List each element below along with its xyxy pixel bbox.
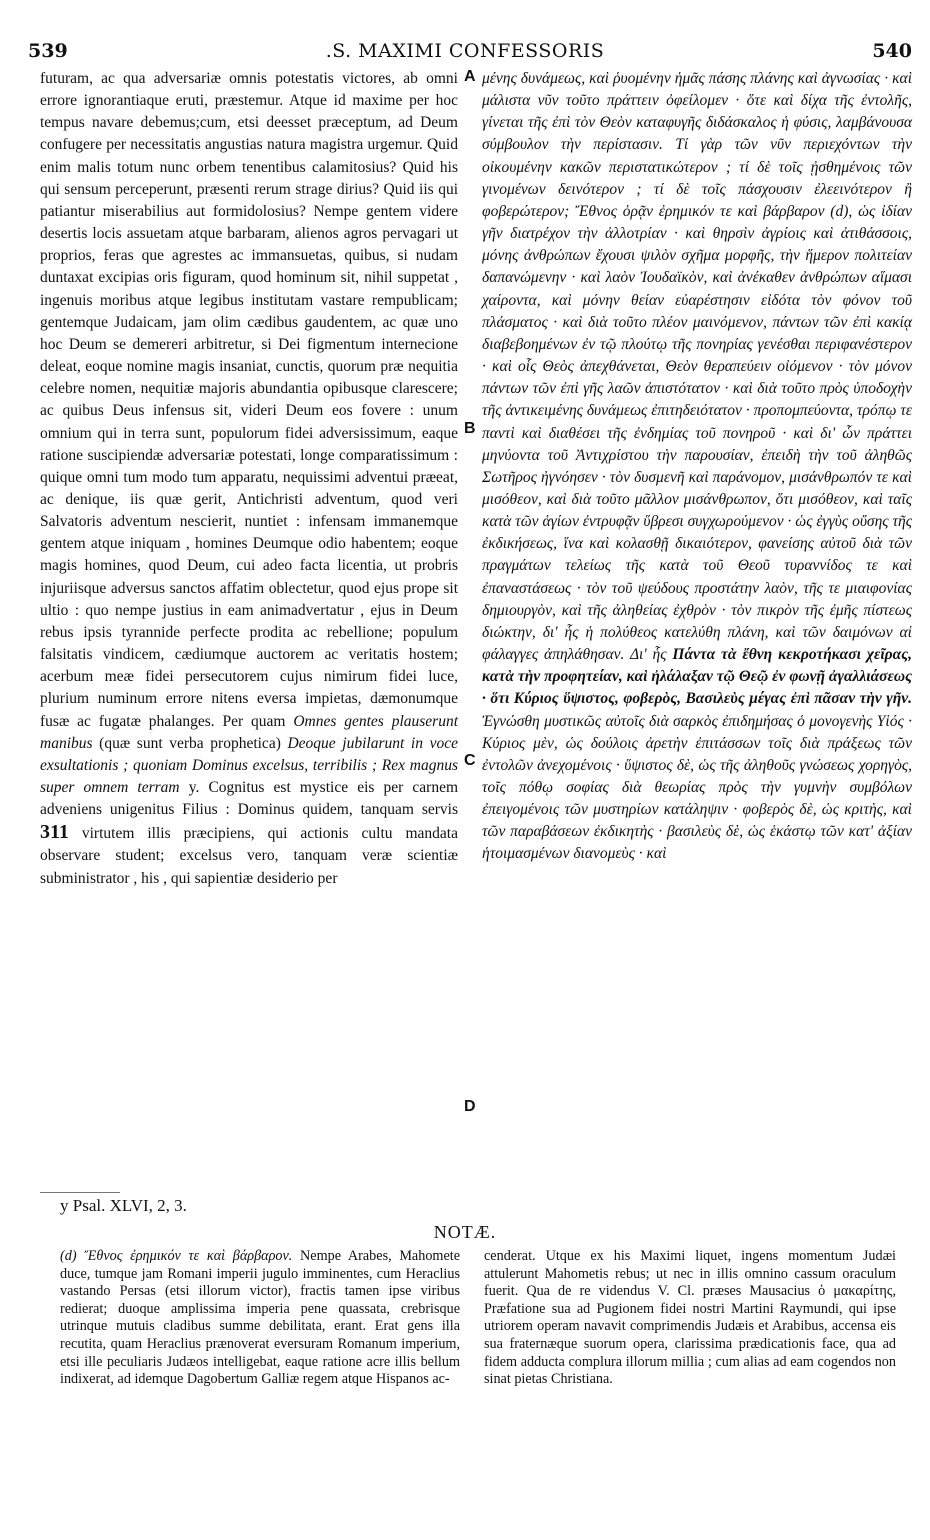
note-heading: (d) Ἔθνος ἐρημικόν τε καὶ βάρβαρον.: [60, 1248, 293, 1264]
latin-column: [40, 68, 458, 890]
greek-text: [482, 68, 912, 866]
footnote-mark: y: [188, 779, 196, 796]
latin-text: [40, 68, 458, 890]
greek-paragraph-2: Ἐγνώσθη μυστικῶς αὐτοῖς διὰ σαρκὸς ἐπιδημήσας ὁ μονογενὴς Υἱός · Κύριος μὲν, ὡς δούλοις ἀρετὴν ἐπιτάσσων τοῖς διὰ πράξεως τῶν ἐντολῶν ἀνεχομένοις · ὕψιστος δὲ, ὡς τῆς ἀληθοῦς γνώσεως χορηγὸς, τοῖς πόθῳ σοφίας διὰ θεωρίας πρὸς τὴν γυμνὴν συμβόλων ἐπειγομένοις τῶν μυστηρίων κατάληψιν · φοβερὸς δὲ, ὡς κριτὴς, καὶ τῶν παραβάσεων ἐκδικητὴς · βασιλεὺς δὲ, ὡς ἑκάστῳ τῶν κατ' ἀξίαν ἡτοιμασμένων διανομεὺς · καὶ: [482, 712, 912, 863]
note-text-left: [60, 1248, 460, 1389]
page-number-right: 540: [872, 40, 912, 62]
note-body-right: cenderat. Utque ex his Maximi liquet, ingens momentum Judæi attulerunt Mahometis rebus; ut nec in illis omnino cassum oraculum fuerit. Qua de re videndus V. Cl. præses Mausacius ὁ μακαρίτης, Præfatione sua ad Pugionem fidei nostri Martini Raymundi, qui ipse utriorem operam navavit comprimendis Judæis et Arabibus, accensa eis sua fraternæque suorum opera, clarissima prædicationis face, qua ad fidem adducta complura illorum millia ; cum alias ad eam cogendos non sinat pietas Christiana.: [484, 1248, 896, 1388]
notes-left-column: [60, 1248, 460, 1389]
latin-paragraph-4: virtutem illis præcipiens, qui actionis cultu mandata observare student; excelsus vero, tanquam veræ scientiæ subministrator , his , qui sapientiæ desiderio per: [40, 825, 458, 887]
latin-quote-2: Deoque jubilarunt in voce exsultationis ; quoniam Dominus excelsus, terribilis ; Rex magnus super omnem terram: [40, 734, 458, 796]
notes-right-column: [484, 1248, 896, 1389]
latin-paragraph-2: (quæ sunt verba prophetica): [92, 734, 288, 752]
column-number: 311: [40, 821, 69, 844]
footnote: y Psal. XLVI, 2, 3.: [60, 1196, 187, 1215]
page-number-left: 539: [28, 40, 68, 62]
marker-d: D: [464, 1098, 476, 1115]
latin-quote-1: Omnes gentes plauserunt manibus: [40, 712, 458, 752]
footnote-rule: [40, 1192, 120, 1193]
running-title: .S. MAXIMI CONFESSORIS: [325, 40, 605, 62]
marker-a: A: [464, 68, 476, 85]
marker-c: C: [464, 752, 476, 769]
note-body-left: Nempe Arabes, Mahomete duce, tumque jam Romani imperii jugulo imminentes, cum Heraclius vastando Persas (etsi illorum victor), fractis tamen ipse viribus redierat; duoque amplissima imperia pene quassata, crebrisque utrinque mutuis cladibus summe debilitata, erant. Erat gens illa recutita, quam Heraclius prænoverat eversuram Romanum imperium, etsi ille peculiaris Judæos intelligebat, eaque ratione acre illis bellum indixerat, ad idemque Dagobertum Galliæ regem atque Hispanos ac-: [60, 1248, 460, 1388]
greek-column: [482, 68, 912, 866]
greek-paragraph-1: μένης δυνάμεως, καὶ ῥυομένην ἡμᾶς πάσης πλάνης καὶ ἀγνωσίας · καὶ μάλιστα νῦν τοῦτο πράττειν ὀφείλομεν · ὅτε καὶ δίχα τῆς ἐντολῆς, γίνεται τῆς ἐπὶ τὸν Θεὸν καταφυγῆς διδάσκαλος ἡ φύσις, λαμβάνουσα σύμβουλον τὴν περίστασιν. Τί γὰρ τῶν νῦν περιεχόντων τὴν οἰκουμένην κακῶν περιστατικώτερον ; τί δὲ τοῖς ᾐσθημένοις τῶν γινομένων δεινότερον ; τί δὲ τοῖς πάσχουσιν ἐλεεινότερον ἢ φοβερώτερον; Ἔθνος ὁρᾷν ἐρημικόν τε καὶ βάρβαρον (d), ὡς ἰδίαν γῆν διατρέχον τὴν ἀλλοτρίαν · καὶ θηρσὶν ἀγρίοις καὶ ἀτιθάσσοις, μόνης ἀνθρώπων ἔχουσι ψιλὸν σχῆμα μορφῆς, τὴν ἥμερον πολιτείαν δαπανώμενην · καὶ λαὸν Ἰουδαϊκὸν, καὶ ἀνέκαθεν ἀνθρώπων αἵμασι χαίροντα, καὶ μόνην θείαν εὐαρέστησιν εἰδότα τὸν φόνον τοῦ πλάσματος · καὶ διὰ τοῦτο πλέον μαινόμενον, πάντων τῶν ἐπὶ κακίᾳ διαβεβοημένων ἐν τῷ πλούτῳ τῆς πονηρίας γενέσθαι περιφανέστερον · καὶ οἷς Θεὸς ἀπεχθάνεται, Θεὸν θεραπεύειν οἰόμενον · τὸν μόνον πάντων τῶν ἐπὶ γῆς λαῶν ἀπιστότατον · καὶ διὰ τοῦτο πρὸς ὑποδοχὴν τῆς ἀντικειμένης δυνάμεως ἐπιτηδειότατον · προπομπεύοντα, τρόπῳ τε παντὶ καὶ διαθέσει τῆς ἐνδημίας τοῦ πονηροῦ · καὶ δι' ὧν πράττει μηνύοντα τοῦ Ἀντιχρίστου τὴν παρουσίαν, ἐπειδὴ τὴν τοῦ ἀληθῶς Σωτῆρος ἠγνόησεν · τὸν δυσμενῆ καὶ παράνομον, μισάνθρωπόν τε καὶ μισόθεον, καὶ διὰ τοῦτο μᾶλλον μισάνθρωπον, ὅτι μισόθεον, καὶ ταῖς κατὰ τῶν ἁγίων ἐντρυφᾷν ὕβρεσι συγχωρούμενον · ὡς ἐγγὺς οὔσης τῆς ἐκδικήσεως, ἵνα καὶ κολασθῇ δικαιότερον, φανείσης αὐτοῦ διὰ τῶν πραγμάτων τελείως τῆς κατὰ τοῦ Θεοῦ τυραννίδος τε καὶ ἐπαναστάσεως · τὸν τοῦ ψεύδους προστάτην λαὸν, τῆς τε μιαιφονίας δημιουργὸν, καὶ τῆς ἀληθείας ἐχθρὸν · τὸν πικρὸν τῆς ἐμῆς πίστεως διώκτην, δι' ἧς ἡ πολύθεος κατελύθη πλάνη, καὶ τῶν δαιμόνων αἱ φάλαγγες ἀπηλάθησαν. Δι' ἧς: [482, 70, 912, 664]
notes-title: NOTÆ.: [433, 1222, 497, 1242]
marker-b: B: [464, 420, 476, 437]
latin-paragraph-3: . Cognitus est mystice eis per carnem adveniens unigenitus Filius : Dominus quidem, tanquam servis: [40, 779, 459, 819]
latin-paragraph-1: futuram, ac qua adversariæ omnis potestatis victores, ab omni errore ignorantiaque eruti, præstemur. Atque id maxime per hoc tempus navare debemus;cum, etsi deesset præceptum, ad Deum confugere per necessitatis angustias natura magistra urgemur. Quid enim malis totum nunc orbem tenentibus calamitosius? Quid his qui sensum perceperunt, præsenti rerum strage dirius? Quid iis qui patiantur miserabilius aut formidolosius? Nempe gentem videre desertis locis assuetam atque barbaram, alienos agros pervagari ut proprios, feras que agrestes ac immansuetas, quibus, si nudam duntaxat excipias oris figuram, quod hominum sit, nihil suppetat , ingenuis moribus atque legibus institutam vastare rempublicam; gentemque Judaicam, jam olim cædibus gaudentem, ac quæ uno hoc Deum se demereri arbitretur, si Dei figmentum internecione deleat, eoque nomine magis insaniat, cunctis, quorum præ nequitia celebre nomen, nequitiæ majoris abundantia opibusque clarescere; ac quibus Deus infensus sit, videri Deum eos fovere : unum omnium qui in terra sunt, populorum fidei adversissimum, eaque ratione suscipiendæ adversariæ potestati, longe comparatissimum : quique omni tum modo tum apparatu, nequissimi adventui præeat, ac denique, iis quæ gerit, Antichristi adventum, quod veri Salvatoris adventum nescierit, nuntiet : infensam immanemque gentem atque iniquam , homines Deumque odio habentem; eoque magis homines, quod Deum, cui adeo facta licentia, ut probris injuriisque adversus sanctos affatim oblectetur, quod ejus prope sit ultio : quo nempe justius in eam animadvertatur , ejus in Deum rebus ipsis tyrannide perfecte prodita ac rebellione; populum falsitatis vindicem, cædiumque auctorem ac veritatis hostem; acerbum meæ fidei persecutorem cujus nimirum fidei luce, plurium numinum errore nitens eversa impietas, dæmonumque fusæ ac fugatæ phalanges. Per quam: [40, 70, 458, 730]
greek-quote: Πάντα τὰ ἔθνη κεκροτήκασι χεῖρας, κατὰ τὴν προφητείαν, καὶ ἠλάλαξαν τῷ Θεῷ ἐν φωνῇ ἀγαλλιάσεως · ὅτι Κύριος ὕψιστος, φοβερὸς, Βασιλεὺς μέγας ἐπὶ πᾶσαν τὴν γῆν.: [482, 646, 912, 708]
